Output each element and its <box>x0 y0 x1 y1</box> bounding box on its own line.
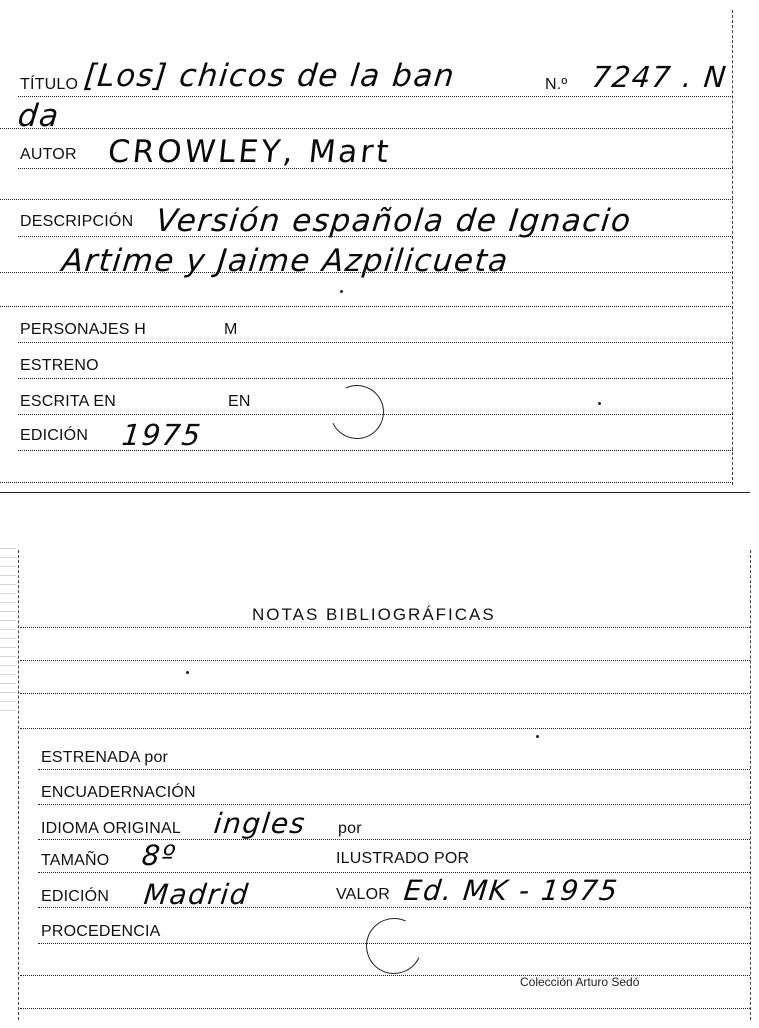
tamano-line <box>38 872 750 873</box>
encuadernacion-label: ENCUADERNACIÓN <box>41 784 196 801</box>
titulo-value-continued: da <box>16 98 62 134</box>
descripcion-value-continued: Artime y Jaime Azpilicueta <box>60 243 511 279</box>
titulo-line <box>18 96 733 97</box>
punch-hole-mark <box>322 377 391 446</box>
descripcion-line-2 <box>0 272 733 273</box>
estreno-label: ESTRENO <box>20 357 99 374</box>
estrenada-label: ESTRENADA por <box>41 749 169 766</box>
notas-line-2 <box>20 660 750 661</box>
descripcion-label: DESCRIPCIÓN <box>20 213 134 230</box>
personajes-line <box>18 342 733 343</box>
estreno-line <box>18 378 733 379</box>
speck <box>536 735 539 738</box>
tamano-value: 8º <box>140 839 178 872</box>
notas-line-3 <box>20 693 750 694</box>
speck <box>340 290 343 293</box>
idioma-original-value: ingles <box>212 807 308 840</box>
speck <box>186 671 189 674</box>
bottom-edge-line <box>20 1008 750 1009</box>
notas-heading: NOTAS BIBLIOGRÁFICAS <box>252 605 496 624</box>
estrenada-line <box>38 769 750 770</box>
card-separator <box>0 492 750 493</box>
personajes-m-label: M <box>224 321 238 338</box>
titulo-line-2 <box>0 128 733 129</box>
edicion-value: 1975 <box>120 418 204 452</box>
procedencia-label: PROCEDENCIA <box>41 923 161 940</box>
idioma-original-label: IDIOMA ORIGINAL <box>41 820 181 837</box>
card-right-edge <box>750 550 751 1020</box>
blank-line-bottom <box>20 975 750 976</box>
descripcion-line <box>18 236 733 237</box>
edicion-value-bottom: Madrid <box>142 878 251 911</box>
titulo-label: TÍTULO <box>20 76 79 93</box>
blank-line-3 <box>0 482 733 483</box>
descripcion-value: Versión española de Ignacio <box>154 203 634 239</box>
notas-line-1 <box>20 627 750 628</box>
card-left-edge <box>18 550 19 1020</box>
edicion-line-bottom <box>38 907 750 908</box>
edicion-label-bottom: EDICIÓN <box>41 888 110 905</box>
punch-hole-mark <box>358 910 430 982</box>
escrita-en-second-label: EN <box>228 393 251 410</box>
ilustrado-label: ILUSTRADO POR <box>336 850 470 867</box>
edicion-line <box>18 450 733 451</box>
blank-line-1 <box>0 199 733 200</box>
valor-label: VALOR <box>336 886 391 903</box>
titulo-value: [Los] chicos de la ban <box>82 58 458 94</box>
autor-value: CROWLEY, Mart <box>106 134 394 170</box>
speck <box>598 402 601 405</box>
card-left-wear <box>0 545 16 715</box>
personajes-h-label: PERSONAJES H <box>20 321 146 338</box>
escrita-en-label: ESCRITA EN <box>20 393 116 410</box>
autor-line <box>18 168 733 169</box>
encuadernacion-line <box>38 804 750 805</box>
catalog-card-top <box>0 0 759 495</box>
edicion-label: EDICIÓN <box>20 427 89 444</box>
numero-label: N.º <box>545 76 568 93</box>
por-label: por <box>338 820 362 837</box>
tamano-label: TAMAÑO <box>41 852 110 869</box>
notas-line-4 <box>20 728 750 729</box>
coleccion-stamp: Colección Arturo Sedó <box>520 975 640 989</box>
numero-value: 7247 . N <box>590 60 729 94</box>
valor-value: Ed. MK - 1975 <box>402 874 621 907</box>
catalog-card-bottom <box>0 545 759 1028</box>
blank-line-2 <box>0 306 733 307</box>
autor-label: AUTOR <box>20 146 77 163</box>
